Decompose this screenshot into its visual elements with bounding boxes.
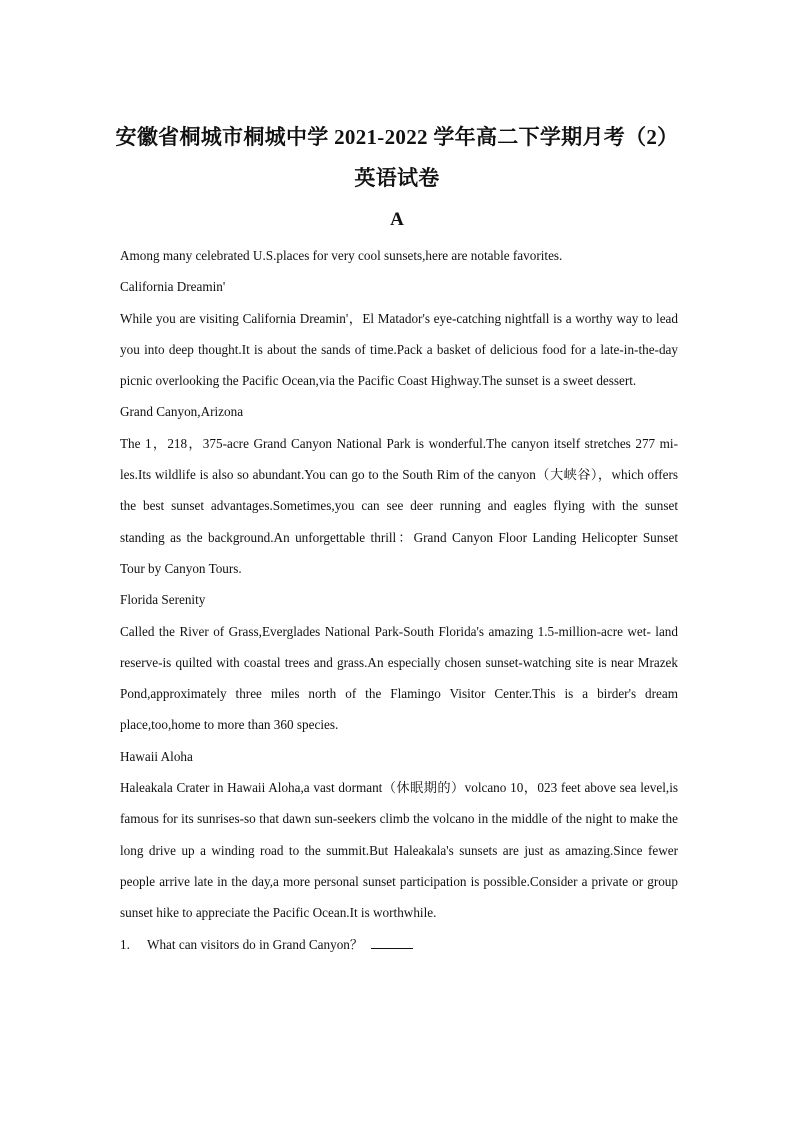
reading-passage — [120, 240, 678, 960]
paragraph-grand-canyon: The 1，218，375-acre Grand Canyon National Park is wonderful.The canyon itself stretches 277 mi- les.Its wildlife is also so abundant.You can go to the South Rim of the canyon（大峡谷），which offers the best sunset advantages.Sometimes,you can see deer running and eagles flying with the sunset standing as the background.An unforgettable thrill：Grand Canyon Floor Landing Helicopter Sunset Tour by Canyon Tours. — [120, 435, 678, 576]
heading-grand-canyon: Grand Canyon,Arizona — [120, 404, 244, 420]
question-item — [120, 929, 678, 960]
page-title: 安徽省桐城市桐城中学 2021-2022 学年高二下学期月考（2） — [115, 125, 679, 149]
paragraph-hawaii: Haleakala Crater in Hawaii Aloha,a vast dormant（休眠期的）volcano 10，023 feet above sea level,is famous for its sunrises-so that dawn sun-seekers climb the volcano in the middle of the night to make the long drive up a winding road to the summit.But Haleakala's sunsets are just as amazing.Since fewer people arrive late in the day,a more personal sunset participation is possible.Consider a private or group sunset hike to appreciate the Pacific Ocean.It is worthwhile. — [120, 780, 678, 921]
page-subtitle: 英语试卷 — [354, 166, 440, 190]
heading-hawaii: Hawaii Aloha — [120, 748, 193, 764]
paragraph-california: While you are visiting California Dreamin'，El Matador's eye-catching nightfall is a worthy way to lead you into deep thought.It is about the sands of time.Pack a basket of delicious food for a late-in-the-day picnic overlooking the Pacific Ocean,via the Pacific Coast Highway.The sunset is a sweet dessert. — [120, 310, 678, 389]
passage-intro: Among many celebrated U.S.places for very cool sunsets,here are notable favorites. — [120, 248, 563, 263]
answer-blank[interactable] — [371, 947, 413, 949]
question-text: What can visitors do in Grand Canyon？ — [147, 936, 364, 952]
paragraph-florida: Called the River of Grass,Everglades National Park-South Florida's amazing 1.5-million-acre wet- land reserve-is quilted with coastal trees and grass.An especially chosen sunset-watching site is near Mrazek Pond,approximately three miles north of the Flamingo Visitor Center.This is a birder's dream place,too,home to more than 360 species. — [120, 623, 678, 733]
heading-florida: Florida Serenity — [120, 592, 206, 608]
question-number: 1. — [120, 936, 130, 952]
section-label: A — [390, 209, 404, 230]
heading-california: California Dreamin' — [120, 279, 226, 295]
